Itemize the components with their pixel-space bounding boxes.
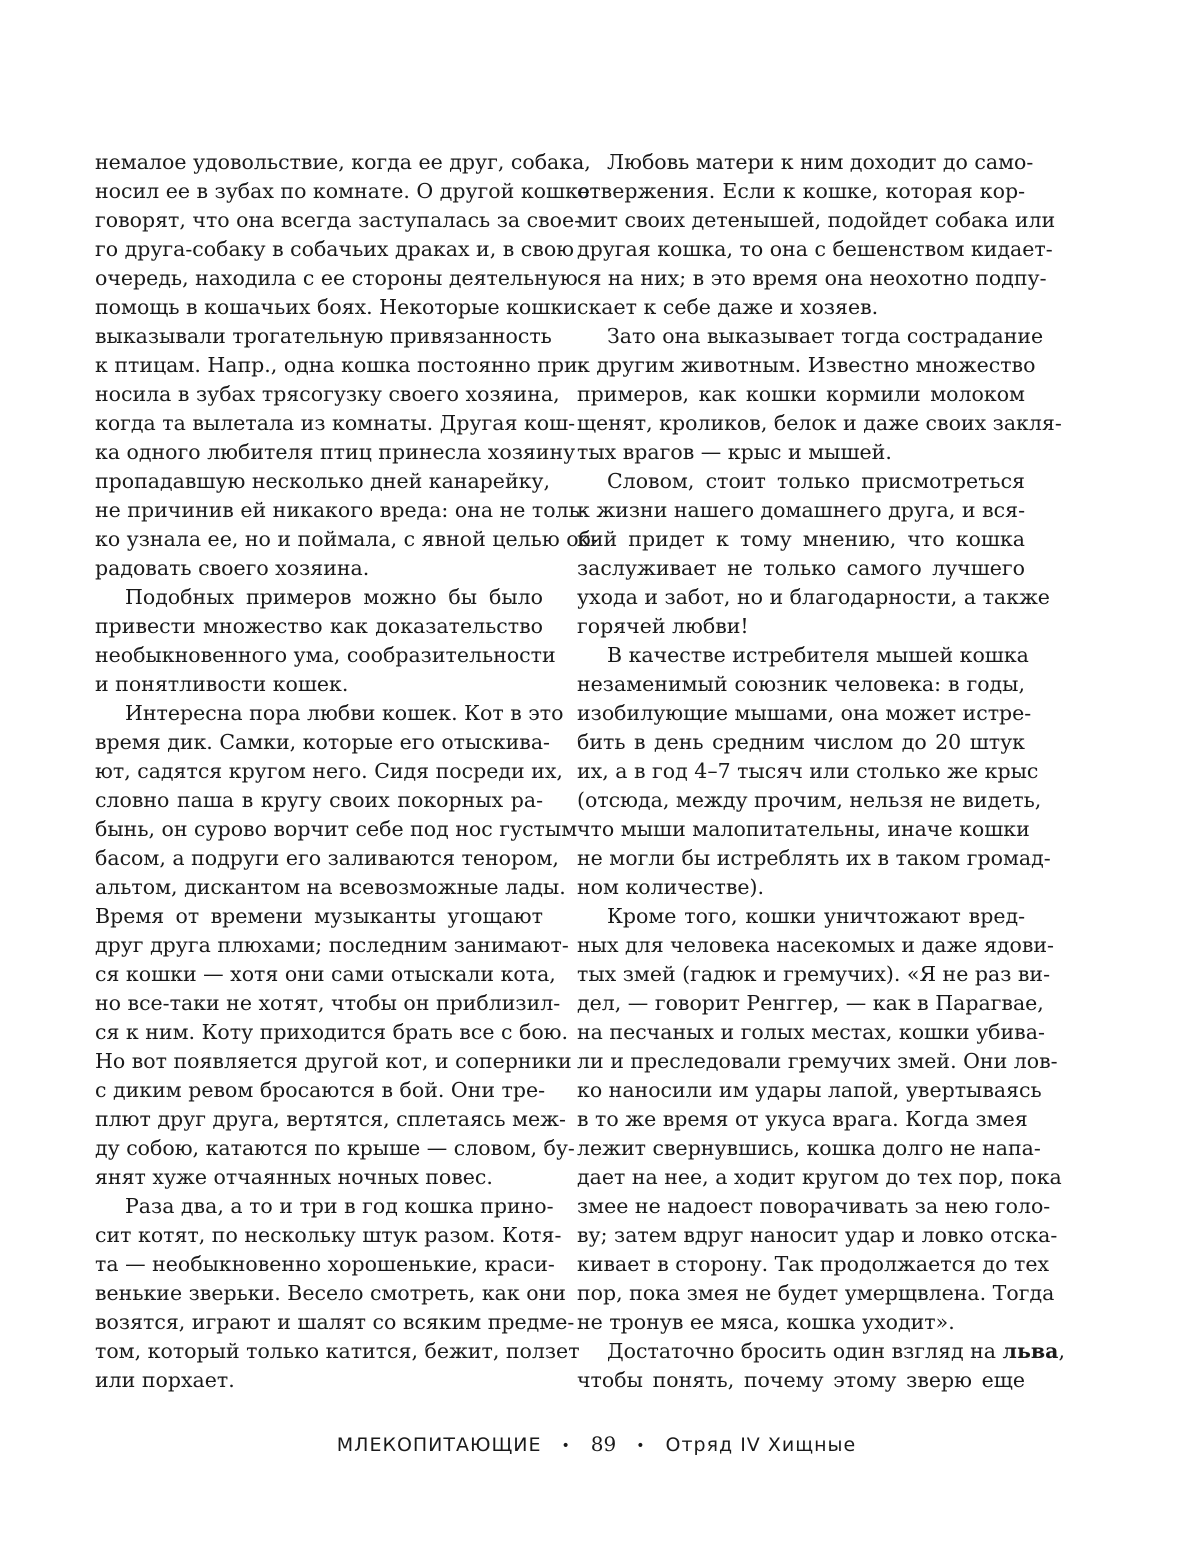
text-line: радовать своего хозяина.: [95, 556, 370, 580]
text-line: Интересна пора любви кошек. Кот в это: [125, 701, 564, 725]
text-line: тых врагов — крыс и мышей.: [577, 440, 892, 464]
text-line: го друга-собаку в собачьих драках и, в свою: [95, 237, 575, 261]
text-line: ду собою, катаются по крыше — словом, бу-: [95, 1136, 575, 1160]
text-line: на песчаных и голых местах, кошки убива-: [577, 1020, 1045, 1044]
text-line: Подобных примеров можно бы было: [125, 585, 543, 609]
text-line: пропадавшую несколько дней канарейку,: [95, 469, 550, 493]
text-line: изобилующие мышами, она может истре-: [577, 701, 1032, 725]
footer-chapter-title: Отряд IV Хищные: [665, 1434, 857, 1456]
text-line: ко наносили им удары лапой, увертываясь: [577, 1078, 1042, 1102]
text-line: возятся, играют и шалят со всяким предме-: [95, 1310, 575, 1334]
text-line: скает к себе даже и хозяев.: [577, 295, 879, 319]
text-line: заслуживает не только самого лучшего: [577, 556, 1025, 580]
text-line: носила в зубах трясогузку своего хозяина,: [95, 382, 560, 406]
text-line: друг друга плюхами; последним занимают-: [95, 933, 569, 957]
right-column: [577, 148, 1065, 1395]
text-line: лежит свернувшись, кошка долго не напа-: [577, 1136, 1041, 1160]
text-segment: Достаточно бросить один взгляд на: [607, 1339, 1003, 1363]
text-line: к птицам. Напр., одна кошка постоянно при-: [95, 353, 585, 377]
text-line: примеров, как кошки кормили молоком: [577, 382, 1025, 406]
page-footer: [0, 1432, 1193, 1456]
left-column: [95, 148, 598, 1395]
text-line: и понятливости кошек.: [95, 672, 349, 696]
text-line: отвержения. Если к кошке, которая кор-: [577, 179, 1025, 203]
text-line: Любовь матери к ним доходит до само-: [607, 150, 1034, 174]
text-line: их, а в год 4–7 тысяч или столько же крыс: [577, 759, 1039, 783]
text-line: ко узнала ее, но и поймала, с явной целью об-: [95, 527, 598, 551]
footer-separator: •: [561, 1437, 571, 1454]
text-line: ют, садятся кругом него. Сидя посреди их,: [95, 759, 563, 783]
text-line: ся кошки — хотя они сами отыскали кота,: [95, 962, 556, 986]
text-line: не тронув ее мяса, кошка уходит».: [577, 1310, 955, 1334]
text-line: но все-таки не хотят, чтобы он приблизил-: [95, 991, 561, 1015]
text-line: очередь, находила с ее стороны деятельную: [95, 266, 578, 290]
text-line: горячей любви!: [577, 614, 749, 638]
text-line: необыкновенного ума, сообразительности: [95, 643, 556, 667]
text-line: Но вот появляется другой кот, и соперники: [95, 1049, 572, 1073]
footer-section-title: МЛЕКОПИТАЮЩИЕ: [336, 1434, 542, 1456]
text-line: том, который только катится, бежит, ползет: [95, 1339, 580, 1363]
text-line: кивает в сторону. Так продолжается до тех: [577, 1252, 1050, 1276]
text-line: к другим животным. Известно множество: [577, 353, 1036, 377]
text-line: Кроме того, кошки уничтожают вред-: [607, 904, 1025, 928]
text-line: выказывали трогательную привязанность: [95, 324, 552, 348]
text-line: чтобы понять, почему этому зверю еще: [577, 1368, 1025, 1392]
text-line: не причинив ей никакого вреда: она не толь-: [95, 498, 587, 522]
text-line: ном количестве).: [577, 875, 765, 899]
text-line: басом, а подруги его заливаются тенором,: [95, 846, 559, 870]
text-line: ву; затем вдруг наносит удар и ловко отска-: [577, 1223, 1058, 1247]
text-line: Время от времени музыканты угощают: [95, 904, 543, 928]
text-line: говорят, что она всегда заступалась за свое-: [95, 208, 582, 232]
text-line: ка одного любителя птиц принесла хозяину: [95, 440, 576, 464]
text-line: тых змей (гадюк и гремучих). «Я не раз ви-: [577, 962, 1051, 986]
page-number: 89: [590, 1432, 617, 1456]
text-line: носил ее в зубах по комнате. О другой кошке: [95, 179, 590, 203]
text-line: та — необыкновенно хорошенькие, краси-: [95, 1252, 555, 1276]
text-line: Раза два, а то и три в год кошка прино-: [125, 1194, 554, 1218]
text-line: Словом, стоит только присмотреться: [607, 469, 1025, 493]
text-line: (отсюда, между прочим, нельзя не видеть,: [577, 788, 1042, 812]
text-line: время дик. Самки, которые его отыскива-: [95, 730, 550, 754]
text-line: дел, — говорит Ренггер, — как в Парагвае,: [577, 991, 1044, 1015]
text-line: словно паша в кругу своих покорных ра-: [95, 788, 543, 812]
text-line: ся на них; в это время она неохотно подпу-: [577, 266, 1047, 290]
text-line: привести множество как доказательство: [95, 614, 543, 638]
text-line: В качестве истребителя мышей кошка: [607, 643, 1029, 667]
text-line: [577, 1337, 1065, 1366]
bold-term: льва: [1002, 1339, 1059, 1363]
text-line: ухода и забот, но и благодарности, а также: [577, 585, 1050, 609]
text-line: сит котят, по нескольку штук разом. Котя-: [95, 1223, 562, 1247]
text-line: когда та вылетала из комнаты. Другая кош-: [95, 411, 576, 435]
text-line: или порхает.: [95, 1368, 235, 1392]
text-line: с диким ревом бросаются в бой. Они тре-: [95, 1078, 546, 1102]
text-line: дает на нее, а ходит кругом до тех пор, пока: [577, 1165, 1062, 1189]
text-line: другая кошка, то она с бешенством кидает-: [577, 237, 1053, 261]
text-line: кий придет к тому мнению, что кошка: [577, 527, 1025, 551]
text-line: в то же время от укуса врага. Когда змея: [577, 1107, 1028, 1131]
text-line: мит своих детенышей, подойдет собака или: [577, 208, 1056, 232]
text-line: не могли бы истреблять их в таком громад-: [577, 846, 1051, 870]
text-line: янят хуже отчаянных ночных повес.: [95, 1165, 493, 1189]
text-line: змее не надоест поворачивать за нею голо-: [577, 1194, 1051, 1218]
text-line: что мыши малопитательны, иначе кошки: [577, 817, 1030, 841]
text-line: ся к ним. Коту приходится брать все с бою.: [95, 1020, 569, 1044]
text-line: щенят, кроликов, белок и даже своих закля-: [577, 411, 1062, 435]
text-segment: ,: [1058, 1339, 1065, 1363]
text-line: немалое удовольствие, когда ее друг, собака,: [95, 150, 591, 174]
text-line: альтом, дискантом на всевозможные лады.: [95, 875, 566, 899]
text-line: плют друг друга, вертятся, сплетаясь меж-: [95, 1107, 566, 1131]
text-line: ных для человека насекомых и даже ядови-: [577, 933, 1054, 957]
text-line: венькие зверьки. Весело смотреть, как они: [95, 1281, 566, 1305]
text-line: ли и преследовали гремучих змей. Они лов-: [577, 1049, 1058, 1073]
text-line: незаменимый союзник человека: в годы,: [577, 672, 1025, 696]
text-line: Зато она выказывает тогда сострадание: [607, 324, 1044, 348]
text-line: бынь, он сурово ворчит себе под нос густым: [95, 817, 578, 841]
text-line: пор, пока змея не будет умерщвлена. Тогда: [577, 1281, 1055, 1305]
footer-separator: •: [636, 1437, 646, 1454]
text-line: помощь в кошачьих боях. Некоторые кошки: [95, 295, 577, 319]
text-line: бить в день средним числом до 20 штук: [577, 730, 1025, 754]
text-line: к жизни нашего домашнего друга, и вся-: [577, 498, 1025, 522]
